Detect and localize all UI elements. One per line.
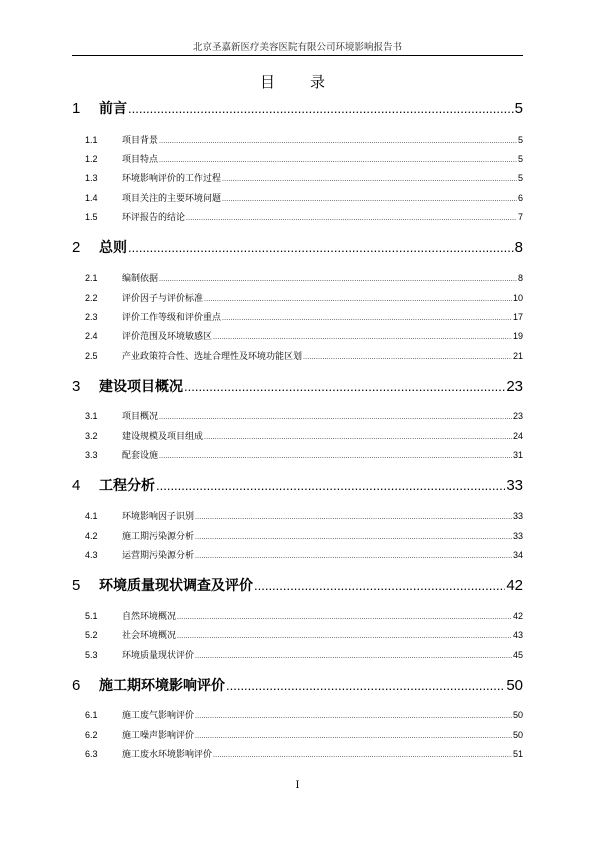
toc-section-entry[interactable] bbox=[72, 133, 523, 146]
toc-entry-page: 33 bbox=[512, 531, 523, 541]
toc-entry-title: 建设规模及项目组成 bbox=[122, 432, 204, 442]
toc-dot-leader bbox=[222, 176, 517, 183]
toc-dot-leader bbox=[204, 434, 512, 441]
toc-entry-title: 前言 bbox=[99, 101, 127, 117]
toc-dot-leader bbox=[184, 379, 505, 394]
toc-entry-title: 项目特点 bbox=[122, 155, 159, 165]
toc-entry-title: 环境影响评价的工作过程 bbox=[122, 174, 222, 184]
toc-entry-page: 33 bbox=[506, 477, 523, 494]
toc-section-entry[interactable] bbox=[72, 728, 523, 741]
page-number: I bbox=[295, 780, 300, 791]
toc-entry-title: 社会环境概况 bbox=[122, 631, 177, 641]
toc-entry-number: 6.3 bbox=[85, 749, 98, 759]
toc-entry-number: 5.2 bbox=[85, 630, 98, 640]
toc-entry-page: 45 bbox=[512, 650, 523, 660]
toc-entry-page: 33 bbox=[512, 511, 523, 521]
toc-entry-title: 项目关注的主要环境问题 bbox=[122, 194, 222, 204]
toc-entry-page: 21 bbox=[512, 351, 523, 361]
toc-chapter-entry[interactable] bbox=[72, 475, 523, 495]
toc-entry-number: 3.3 bbox=[85, 450, 98, 460]
toc-section-entry[interactable] bbox=[72, 409, 523, 422]
toc-title: 目 录 bbox=[259, 73, 335, 91]
toc-section-entry[interactable] bbox=[72, 210, 523, 223]
toc-section-entry[interactable] bbox=[72, 291, 523, 304]
toc-entry-title: 环境质量现状调查及评价 bbox=[99, 578, 253, 594]
toc-dot-leader bbox=[204, 296, 512, 303]
toc-entry-title: 工程分析 bbox=[99, 478, 155, 494]
toc-entry-title: 施工期环境影响评价 bbox=[99, 678, 225, 694]
toc-dot-leader bbox=[195, 733, 512, 740]
toc-entry-page: 23 bbox=[512, 411, 523, 421]
toc-entry-number: 6.2 bbox=[85, 730, 98, 740]
toc-dot-leader bbox=[195, 534, 512, 541]
toc-entry-number: 5.1 bbox=[85, 611, 98, 621]
toc-dot-leader bbox=[159, 453, 512, 460]
toc-dot-leader bbox=[177, 633, 512, 640]
toc-section-entry[interactable] bbox=[72, 310, 523, 323]
toc-entry-number: 2.2 bbox=[85, 293, 98, 303]
toc-entry-page: 5 bbox=[517, 173, 523, 183]
toc-chapter-entry[interactable] bbox=[72, 575, 523, 595]
toc-entry-page: 51 bbox=[512, 749, 523, 759]
toc-entry-title: 环评报告的结论 bbox=[122, 213, 186, 223]
toc-section-entry[interactable] bbox=[72, 429, 523, 442]
toc-entry-page: 8 bbox=[514, 239, 523, 256]
toc-entry-page: 6 bbox=[517, 193, 523, 203]
toc-dot-leader bbox=[159, 414, 512, 421]
toc-dot-leader bbox=[128, 240, 514, 255]
toc-entry-page: 8 bbox=[517, 273, 523, 283]
toc-section-entry[interactable] bbox=[72, 171, 523, 184]
toc-entry-title: 自然环境概况 bbox=[122, 612, 177, 622]
toc-entry-title: 总则 bbox=[99, 240, 127, 256]
toc-entry-page: 5 bbox=[517, 154, 523, 164]
toc-chapter-entry[interactable] bbox=[72, 98, 523, 118]
table-of-contents bbox=[72, 0, 523, 841]
toc-entry-title: 环境质量现状评价 bbox=[122, 651, 195, 661]
toc-entry-page: 5 bbox=[517, 135, 523, 145]
toc-section-entry[interactable] bbox=[72, 191, 523, 204]
toc-entry-number: 2.4 bbox=[85, 331, 98, 341]
toc-dot-leader bbox=[177, 614, 512, 621]
toc-entry-number: 5.3 bbox=[85, 650, 98, 660]
toc-dot-leader bbox=[156, 478, 505, 493]
toc-section-entry[interactable] bbox=[72, 628, 523, 641]
toc-entry-number: 6.1 bbox=[85, 710, 98, 720]
toc-entry-page: 7 bbox=[517, 212, 523, 222]
toc-dot-leader bbox=[254, 578, 505, 593]
toc-entry-title: 项目概况 bbox=[122, 412, 159, 422]
toc-dot-leader bbox=[186, 215, 517, 222]
toc-entry-title: 编制依据 bbox=[122, 274, 159, 284]
toc-entry-title: 施工废水环境影响评价 bbox=[122, 750, 213, 760]
toc-entry-page: 24 bbox=[512, 431, 523, 441]
toc-entry-title: 评价工作等级和评价重点 bbox=[122, 313, 222, 323]
toc-section-entry[interactable] bbox=[72, 609, 523, 622]
toc-entry-page: 5 bbox=[514, 100, 523, 117]
toc-entry-title: 评价范围及环境敏感区 bbox=[122, 332, 213, 342]
toc-dot-leader bbox=[303, 354, 512, 361]
toc-entry-number: 5 bbox=[72, 577, 81, 594]
toc-entry-number: 6 bbox=[72, 677, 81, 694]
toc-entry-title: 施工废气影响评价 bbox=[122, 711, 195, 721]
toc-entry-number: 3.2 bbox=[85, 431, 98, 441]
toc-entry-title: 项目背景 bbox=[122, 136, 159, 146]
toc-dot-leader bbox=[195, 514, 512, 521]
toc-dot-leader bbox=[195, 653, 512, 660]
toc-dot-leader bbox=[159, 276, 517, 283]
toc-entry-page: 17 bbox=[512, 312, 523, 322]
toc-dot-leader bbox=[128, 101, 514, 116]
toc-chapter-entry[interactable] bbox=[72, 237, 523, 257]
toc-entry-page: 31 bbox=[512, 450, 523, 460]
toc-entry-page: 50 bbox=[506, 677, 523, 694]
toc-entry-page: 23 bbox=[506, 378, 523, 395]
toc-section-entry[interactable] bbox=[72, 708, 523, 721]
toc-entry-title: 环境影响因子识别 bbox=[122, 512, 195, 522]
toc-section-entry[interactable] bbox=[72, 349, 523, 362]
running-header: 北京圣嘉新医疗美容医院有限公司环境影响报告书 bbox=[192, 42, 402, 53]
toc-dot-leader bbox=[159, 157, 517, 164]
toc-chapter-entry[interactable] bbox=[72, 376, 523, 396]
toc-entry-page: 42 bbox=[512, 611, 523, 621]
toc-dot-leader bbox=[159, 138, 517, 145]
toc-entry-title: 配套设施 bbox=[122, 451, 159, 461]
toc-entry-page: 43 bbox=[512, 630, 523, 640]
toc-entry-number: 3.1 bbox=[85, 411, 98, 421]
toc-section-entry[interactable] bbox=[72, 648, 523, 661]
toc-entry-number: 2 bbox=[72, 239, 81, 256]
toc-entry-title: 运营期污染源分析 bbox=[122, 551, 195, 561]
toc-chapter-entry[interactable] bbox=[72, 675, 523, 695]
toc-section-entry[interactable] bbox=[72, 329, 523, 342]
toc-section-entry[interactable] bbox=[72, 529, 523, 542]
toc-entry-title: 施工噪声影响评价 bbox=[122, 731, 195, 741]
toc-section-entry[interactable] bbox=[72, 509, 523, 522]
toc-entry-page: 10 bbox=[512, 293, 523, 303]
toc-entry-number: 1.1 bbox=[85, 135, 98, 145]
toc-section-entry[interactable] bbox=[72, 271, 523, 284]
toc-entry-number: 4.3 bbox=[85, 550, 98, 560]
toc-entry-page: 42 bbox=[506, 577, 523, 594]
toc-section-entry[interactable] bbox=[72, 448, 523, 461]
toc-entry-number: 1.2 bbox=[85, 154, 98, 164]
toc-section-entry[interactable] bbox=[72, 548, 523, 561]
toc-entry-page: 34 bbox=[512, 550, 523, 560]
toc-entry-number: 3 bbox=[72, 378, 81, 395]
toc-dot-leader bbox=[226, 678, 505, 693]
toc-entry-title: 建设项目概况 bbox=[99, 379, 183, 395]
toc-entry-number: 4 bbox=[72, 477, 81, 494]
toc-dot-leader bbox=[195, 553, 512, 560]
toc-entry-number: 4.1 bbox=[85, 511, 98, 521]
toc-section-entry[interactable] bbox=[72, 152, 523, 165]
toc-entry-number: 1 bbox=[72, 100, 81, 117]
toc-dot-leader bbox=[213, 752, 512, 759]
toc-entry-title: 产业政策符合性、选址合理性及环境功能区划 bbox=[122, 352, 303, 362]
toc-entry-number: 4.2 bbox=[85, 531, 98, 541]
toc-entry-number: 2.3 bbox=[85, 312, 98, 322]
toc-dot-leader bbox=[222, 196, 517, 203]
toc-entry-title: 施工期污染源分析 bbox=[122, 532, 195, 542]
toc-entry-title: 评价因子与评价标准 bbox=[122, 294, 204, 304]
toc-section-entry[interactable] bbox=[72, 747, 523, 760]
toc-dot-leader bbox=[213, 334, 512, 341]
toc-entry-number: 2.1 bbox=[85, 273, 98, 283]
toc-entry-page: 50 bbox=[512, 730, 523, 740]
toc-entry-number: 1.5 bbox=[85, 212, 98, 222]
toc-dot-leader bbox=[195, 713, 512, 720]
toc-entry-number: 2.5 bbox=[85, 351, 98, 361]
toc-entry-number: 1.3 bbox=[85, 173, 98, 183]
toc-dot-leader bbox=[222, 315, 512, 322]
toc-entry-number: 1.4 bbox=[85, 193, 98, 203]
toc-entry-page: 19 bbox=[512, 331, 523, 341]
toc-entry-page: 50 bbox=[512, 710, 523, 720]
